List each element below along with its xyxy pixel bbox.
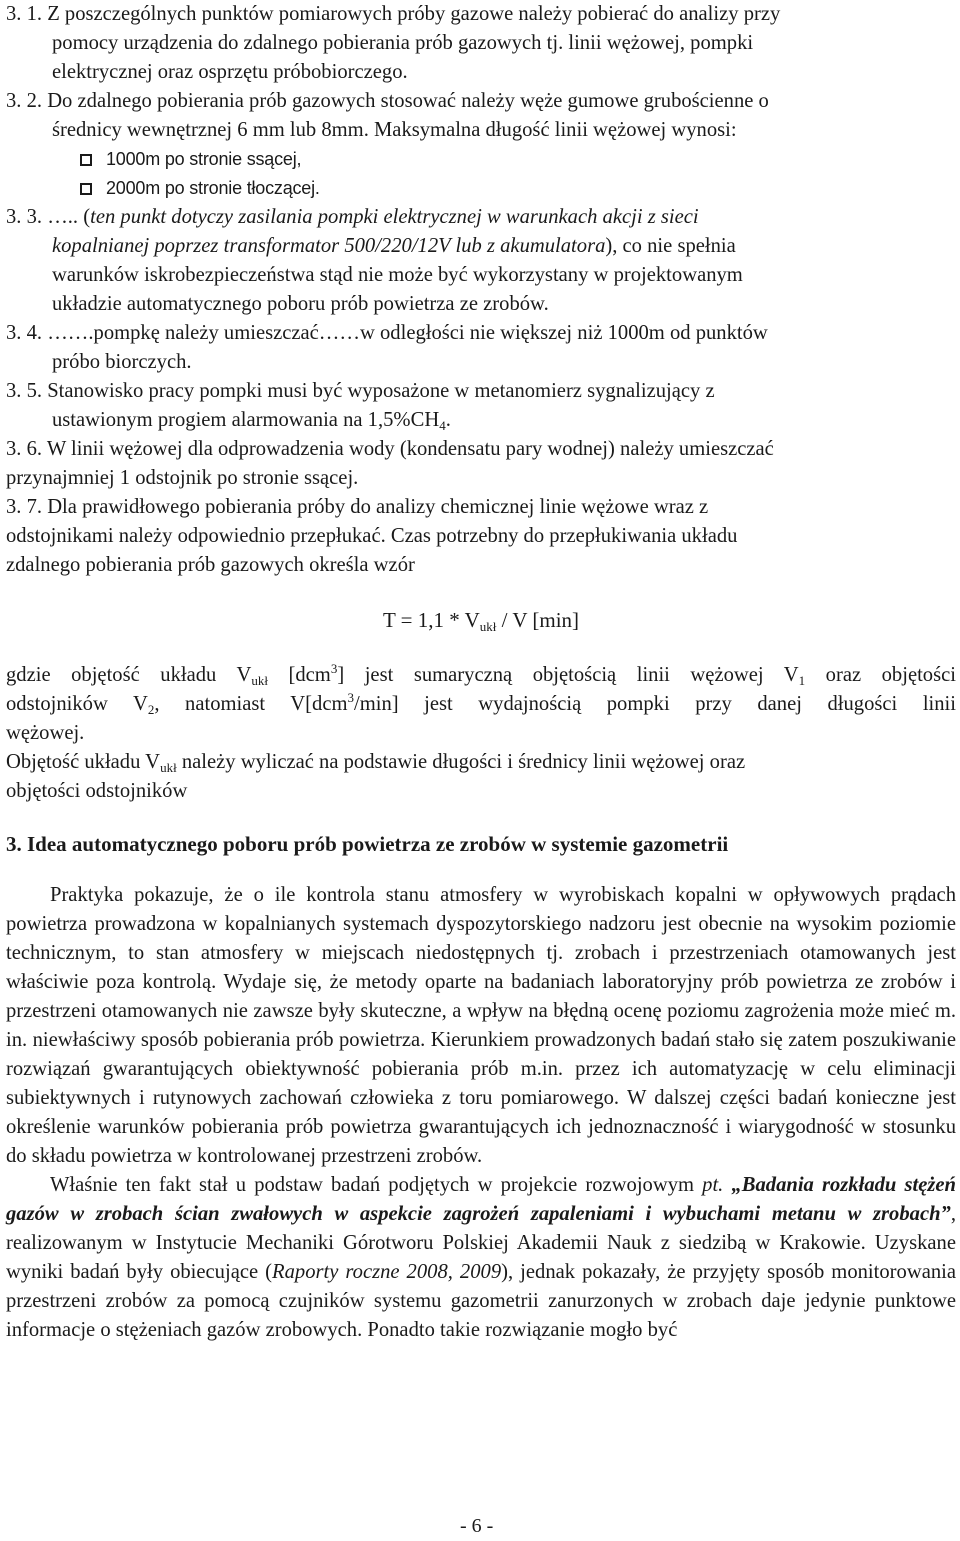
text-span: odstojników V (6, 693, 148, 715)
text-line: przynajmniej 1 odstojnik po stronie ssącej. (6, 467, 359, 489)
text-span: /min] jest wydajnością pompki przy danej długości linii (354, 693, 957, 715)
checkbox-bullet-icon (80, 183, 92, 195)
bullet-text: 2000m po stronie tłoczącej. (106, 178, 320, 198)
document-page (6, 0, 956, 1345)
text-span: Właśnie ten fakt stał u podstaw badań podjętych w projekcie rozwojowym (50, 1174, 703, 1196)
text-line: wężowej. (6, 722, 85, 744)
text-line: warunków iskrobezpieczeństwa stąd nie może być wykorzystany w projektowanym (52, 264, 743, 286)
text-line: 3. 4. …….pompkę należy umieszczać……w odległości nie większej niż 1000m od punktów (6, 322, 768, 344)
subscript: 4 (439, 418, 446, 433)
text-span: ), jednak pokazały, że przyjęty sposób monitorowania przestrzeni zrobów za pomocą czujników systemu gazometrii zanurzonych w zrobach daje jedynie punktowe informacje o stężeniach gazów zrobowych. Ponadto takie rozwiązanie mogło być (6, 1261, 956, 1341)
text-span: , realizowanym w Instytucie Mechaniki Górotworu Polskiej Akademii Nauk z siedzibą w Krakowie. Uzyskane wyniki badań były obiecujące ( (6, 1203, 956, 1283)
italic-span: kopalnianej poprzez transformator 500/220/12V lub z akumulatora (52, 235, 606, 257)
italic-span: pt. (702, 1174, 724, 1196)
paragraph: Praktyka pokazuje, że o ile kontrola stanu atmosfery w wyrobiskach kopalni w opływowych prądach powietrza prowadzona w kopalnianych systemach dyspozytorskiego nadzoru jest obecnie na wysokim poziomie technicznym, to stan atmosfery w miejscach niedostępnych tj. zrobach i przestrzeniach otamowanych jest właściwie poza kontrolą. Wydaje się, że metody oparte na badaniach laboratoryjny prób powietrza ze zrobów i przestrzeni otamowanych nie zawsze były skuteczne, a wpływ na błędną ocenę poziomu zagrożenia może mieć m. in. niewłaściwy sposób pobierania prób powietrza. Kierunkiem prowadzonych badań stało się zatem poszukiwanie rozwiązań gwarantujących obiektywność pobierania prób m.in. przez ich automatyzację w celu eliminacji subiektywnych i rutynowych zachowań człowieka z toru pomiarowego. W dalszej części badań konieczne jest określenie warunków pobierania prób powietrza gwarantujących ich jednoznaczność i wiarygodność w stosunku do składu powietrza w kontrolowanej przestrzeni zrobów. (6, 884, 956, 1167)
formula-part: / V [min] (496, 608, 580, 632)
text-line: 3. 5. Stanowisko pracy pompki musi być wyposażone w metanomierz sygnalizujący z (6, 380, 715, 402)
text-line (6, 406, 956, 435)
text-span: , natomiast V[dcm (154, 693, 348, 715)
bold-italic-title: „Badania rozkładu stężeń gazów w zrobach ścian zwałowych w aspekcie zagrożeń zapaleniami i wybuchami metanu w zrobach” (6, 1174, 956, 1225)
subscript: ukł (160, 760, 177, 775)
section-heading: 3. Idea automatycznego poboru prób powietrza ze zrobów w systemie gazometrii (6, 832, 729, 856)
page-number: - 6 - (460, 1515, 494, 1537)
text-span: ustawionym progiem alarmowania na 1,5%CH (52, 409, 440, 431)
text-line (6, 232, 956, 261)
text-line (6, 661, 956, 690)
text-line: średnicy wewnętrznej 6 mm lub 8mm. Maksymalna długość linii wężowej wynosi: (52, 119, 737, 141)
checkbox-bullet-icon (80, 154, 92, 166)
bullet-text: 1000m po stronie ssącej, (106, 149, 302, 169)
text-line: odstojnikami należy odpowiednio przepłukać. Czas potrzebny do przepłukiwania układu (6, 525, 738, 547)
text-line: układzie automatycznego poboru prób powietrza ze zrobów. (52, 293, 549, 315)
text-span: ] jest sumaryczną objętością linii wężowej V (337, 664, 799, 686)
subscript: ukł (251, 673, 268, 688)
text-line: elektrycznej oraz osprzętu próbobiorczego. (52, 61, 408, 83)
text-span: oraz objętości (805, 664, 956, 686)
text-span: ), co nie spełnia (605, 235, 736, 257)
text-span: gdzie objętość układu V (6, 664, 252, 686)
italic-span: Raporty roczne 2008, 2009 (272, 1261, 502, 1283)
text-line (6, 748, 956, 777)
text-line: próbo biorczych. (52, 351, 192, 373)
text-span: 3. 3. ….. ( (6, 206, 91, 228)
text-line: zdalnego pobierania prób gazowych określa wzór (6, 554, 415, 576)
superscript: 3 (330, 661, 338, 676)
subscript: ukł (479, 619, 497, 634)
text-span: [dcm (267, 664, 331, 686)
bullet-item (6, 145, 956, 174)
italic-span: ten punkt dotyczy zasilania pompki elektrycznej w warunkach akcji z sieci (90, 206, 699, 228)
text-span: należy wyliczać na podstawie długości i średnicy linii wężowej oraz (176, 751, 746, 773)
superscript: 3 (347, 690, 354, 705)
text-line: 3. 7. Dla prawidłowego pobierania próby do analizy chemicznej linie wężowe wraz z (6, 496, 709, 518)
text-line (6, 690, 956, 719)
bullet-item (6, 174, 956, 203)
text-span: . (445, 409, 451, 431)
text-line: 3. 1. Z poszczególnych punktów pomiarowych próby gazowe należy pobierać do analizy przy (6, 3, 781, 25)
subscript: 1 (798, 673, 806, 688)
subscript: 2 (147, 702, 155, 717)
text-line: 3. 2. Do zdalnego pobierania prób gazowych stosować należy węże gumowe grubościenne o (6, 90, 769, 112)
text-line: objętości odstojników (6, 780, 188, 802)
formula (6, 606, 956, 635)
text-line: pomocy urządzenia do zdalnego pobierania prób gazowych tj. linii wężowej, pompki (52, 32, 754, 54)
text-line (6, 203, 956, 232)
formula-part: T = 1,1 * V (382, 608, 480, 632)
paragraph (6, 1171, 956, 1345)
text-line: 3. 6. W linii wężowej dla odprowadzenia wody (kondensatu pary wodnej) należy umieszczać (6, 438, 774, 460)
text-span: Objętość układu V (6, 751, 161, 773)
